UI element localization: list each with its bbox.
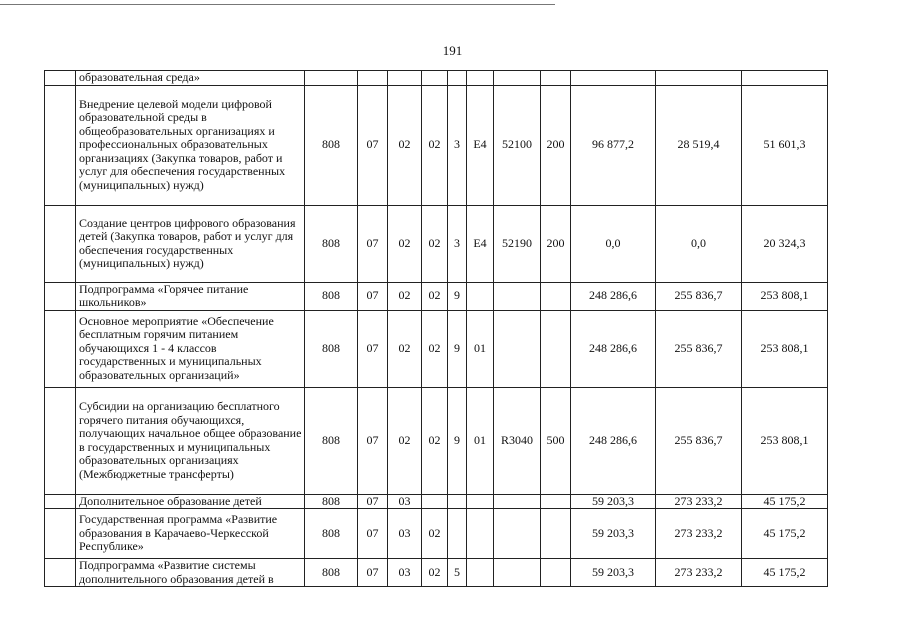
code-event [467,71,494,86]
row-number-cell [45,509,76,559]
table-row [45,205,828,282]
value-year-1: 59 203,3 [571,494,656,509]
value-year-1: 0,0 [571,205,656,282]
code-direction [494,310,541,387]
code-pr [388,71,422,86]
code-rz: 07 [358,387,388,494]
value-year-1: 59 203,3 [571,509,656,559]
code-gr: 808 [305,509,358,559]
budget-table [44,70,828,587]
code-pr: 03 [388,494,422,509]
row-number-cell [45,85,76,205]
code-expense-type [541,71,571,86]
code-pr: 03 [388,509,422,559]
value-year-2: 0,0 [656,205,742,282]
code-rz: 07 [358,310,388,387]
value-year-2: 255 836,7 [656,310,742,387]
table-row [45,310,828,387]
value-year-3: 45 175,2 [742,509,828,559]
code-subprogram [448,494,467,509]
code-expense-type: 500 [541,387,571,494]
code-direction [494,494,541,509]
value-year-1: 248 286,6 [571,310,656,387]
value-year-3: 253 808,1 [742,310,828,387]
code-expense-type [541,509,571,559]
code-subprogram: 9 [448,282,467,310]
value-year-1 [571,71,656,86]
code-program: 02 [422,205,448,282]
value-year-1: 96 877,2 [571,85,656,205]
code-direction: 52100 [494,85,541,205]
code-direction [494,509,541,559]
table-row [45,71,828,86]
value-year-3: 51 601,3 [742,85,828,205]
value-year-2: 255 836,7 [656,282,742,310]
code-event [467,559,494,587]
value-year-3: 45 175,2 [742,559,828,587]
code-program: 02 [422,310,448,387]
row-name: Дополнительное образование детей [76,494,305,509]
code-subprogram: 9 [448,310,467,387]
code-expense-type: 200 [541,85,571,205]
code-pr: 02 [388,282,422,310]
value-year-2: 273 233,2 [656,509,742,559]
value-year-2: 273 233,2 [656,559,742,587]
code-expense-type [541,559,571,587]
row-number-cell [45,559,76,587]
row-name: Подпрограмма «Развитие системы дополнительного образования детей в [76,559,305,587]
code-direction [494,559,541,587]
code-expense-type [541,310,571,387]
code-gr: 808 [305,494,358,509]
table-row [45,387,828,494]
value-year-2: 255 836,7 [656,387,742,494]
row-name: Внедрение целевой модели цифровой образовательной среды в общеобразовательных организациях и профессиональных образовательных организациях (Закупка товаров, работ и услуг для обеспечения государственных (муниципальных) нужд) [76,85,305,205]
code-subprogram [448,509,467,559]
code-gr: 808 [305,310,358,387]
row-number-cell [45,71,76,86]
code-program: 02 [422,85,448,205]
code-program: 02 [422,387,448,494]
code-program: 02 [422,282,448,310]
code-event [467,282,494,310]
code-subprogram: 3 [448,85,467,205]
value-year-3: 253 808,1 [742,387,828,494]
code-direction [494,71,541,86]
row-name: Государственная программа «Развитие образования в Карачаево-Черкесской Республике» [76,509,305,559]
code-pr: 02 [388,85,422,205]
code-direction: R3040 [494,387,541,494]
code-subprogram: 3 [448,205,467,282]
code-direction: 52190 [494,205,541,282]
code-rz [358,71,388,86]
row-number-cell [45,205,76,282]
code-pr: 03 [388,559,422,587]
value-year-2 [656,71,742,86]
row-number-cell [45,310,76,387]
code-rz: 07 [358,559,388,587]
code-pr: 02 [388,205,422,282]
code-program: 02 [422,559,448,587]
code-expense-type [541,494,571,509]
value-year-1: 59 203,3 [571,559,656,587]
code-gr [305,71,358,86]
page-number: 191 [442,43,463,58]
code-expense-type [541,282,571,310]
row-name: Подпрограмма «Горячее питание школьников» [76,282,305,310]
row-number-cell [45,494,76,509]
code-rz: 07 [358,205,388,282]
code-program [422,71,448,86]
value-year-2: 28 519,4 [656,85,742,205]
code-rz: 07 [358,282,388,310]
code-gr: 808 [305,85,358,205]
value-year-3: 20 324,3 [742,205,828,282]
row-number-cell [45,282,76,310]
code-event: 01 [467,387,494,494]
code-gr: 808 [305,559,358,587]
code-event: E4 [467,205,494,282]
value-year-1: 248 286,6 [571,387,656,494]
code-program: 02 [422,509,448,559]
code-subprogram: 9 [448,387,467,494]
code-pr: 02 [388,310,422,387]
value-year-3: 253 808,1 [742,282,828,310]
value-year-2: 273 233,2 [656,494,742,509]
code-rz: 07 [358,509,388,559]
table-row [45,85,828,205]
code-program [422,494,448,509]
row-name: Субсидии на организацию бесплатного горячего питания обучающихся, получающих начальное общее образование в государственных и муниципальных образовательных организациях (Межбюджетные трансферты) [76,387,305,494]
table-body [45,71,828,587]
value-year-3: 45 175,2 [742,494,828,509]
table-row [45,559,828,587]
code-expense-type: 200 [541,205,571,282]
row-number-cell [45,387,76,494]
row-name: Создание центров цифрового образования детей (Закупка товаров, работ и услуг для обеспечения государственных (муниципальных) нужд) [76,205,305,282]
code-event [467,494,494,509]
code-event [467,509,494,559]
code-gr: 808 [305,282,358,310]
code-rz: 07 [358,494,388,509]
row-name: образовательная среда» [76,71,305,86]
code-subprogram: 5 [448,559,467,587]
code-event: E4 [467,85,494,205]
row-name: Основное мероприятие «Обеспечение бесплатным горячим питанием обучающихся 1 - 4 классов государственных и муниципальных образовательных организаций» [76,310,305,387]
table-row [45,494,828,509]
code-event: 01 [467,310,494,387]
code-subprogram [448,71,467,86]
code-gr: 808 [305,387,358,494]
value-year-1: 248 286,6 [571,282,656,310]
code-gr: 808 [305,205,358,282]
table-row [45,509,828,559]
value-year-3 [742,71,828,86]
table-row [45,282,828,310]
code-pr: 02 [388,387,422,494]
code-rz: 07 [358,85,388,205]
top-rule [0,4,555,5]
code-direction [494,282,541,310]
